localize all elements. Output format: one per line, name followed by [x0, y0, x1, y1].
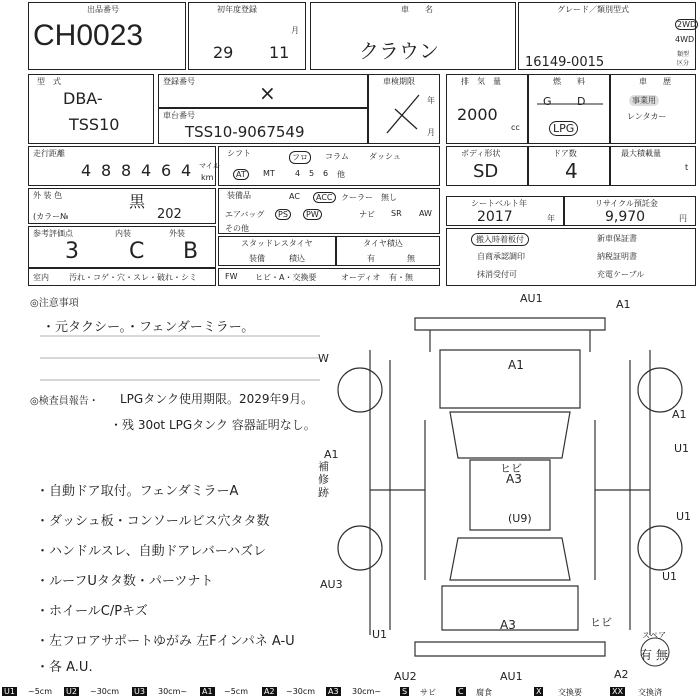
legend-desc: サビ — [420, 688, 436, 697]
fuel-box — [528, 74, 610, 144]
first-reg-label: 初年度登録 — [217, 5, 257, 14]
bullet-item: ・各 A.U. — [36, 660, 93, 675]
color-label: 外 装 色 — [33, 191, 63, 200]
mark-u1-rear: U1 — [676, 510, 692, 523]
bullet-item: ・ルーフUタタ数・パーツナト — [36, 574, 214, 589]
report-title: ◎検査員報告・ — [30, 396, 99, 407]
spare-value-none: 無 — [656, 648, 669, 662]
grade-class: 類型 区分 — [677, 51, 690, 67]
doc-item: 搬入時着板付 — [471, 233, 529, 246]
notes-title: ◎注意事項 — [30, 298, 79, 309]
shift-opt-5: 5 — [309, 169, 315, 178]
chassis-value: TSS10-9067549 — [185, 123, 305, 141]
shift-opt-other: 他 — [337, 170, 345, 179]
bullet-item: ・ハンドルスレ、自動ドアレバーハズレ — [36, 544, 267, 559]
usage-label: 車 歴 — [639, 77, 671, 86]
studless-equip: 装備 — [249, 254, 265, 263]
car-name-value: クラウン — [359, 39, 439, 63]
interior-codes-items: 汚れ・コゲ・穴・スレ・破れ・シミ — [69, 273, 197, 282]
legend-code: U3 — [134, 687, 145, 696]
ratings-box — [28, 226, 216, 268]
interior-codes-label: 室内 — [33, 273, 49, 282]
mark-au2: AU2 — [394, 670, 417, 683]
misc-fw: FW — [225, 272, 238, 281]
displacement-value: 2000 — [457, 105, 498, 124]
equip-aw: AW — [419, 209, 432, 218]
usage-box — [610, 74, 696, 144]
legend-desc: 腐食 — [476, 688, 492, 697]
mark-a3-roof: A3 — [506, 472, 522, 486]
doc-item: 充電ケーブル — [597, 270, 645, 279]
mark-a2: A2 — [614, 668, 629, 681]
first-reg-year: 29 — [213, 43, 234, 62]
lot-number: CH0023 — [33, 19, 144, 52]
body-type-label: ボディ形状 — [461, 149, 501, 158]
damage-legend — [0, 686, 700, 700]
legend-desc: 30cm~ — [158, 687, 188, 696]
color-value: 黒 — [129, 192, 146, 211]
exterior-value: B — [183, 239, 199, 264]
lot-box — [28, 2, 186, 70]
reg-no-label: 登録番号 — [163, 77, 195, 86]
capacity-box — [610, 146, 696, 186]
misc-row-box — [218, 268, 440, 286]
capacity-unit: t — [685, 163, 689, 172]
capacity-label: 最大積載量 — [621, 149, 661, 158]
car-name-box — [310, 2, 516, 70]
doors-label: ドア数 — [553, 149, 577, 158]
color-code: 202 — [157, 207, 182, 222]
interior-value: C — [129, 239, 145, 264]
report-line: LPGタンク使用期限。2029年9月。 — [120, 392, 314, 406]
fuel-label: 燃 料 — [553, 77, 585, 86]
shift-box — [218, 146, 440, 186]
equipment-label: 装備品 — [227, 191, 251, 200]
equip-cooler: クーラー — [341, 193, 373, 202]
mark-a1-hood: A1 — [508, 358, 524, 372]
docs-box — [446, 228, 696, 286]
legend-code: U1 — [4, 687, 15, 696]
equip-navi: ナビ — [359, 210, 375, 219]
spare-value: 有 — [640, 648, 653, 662]
car-name-label: 車 名 — [401, 5, 433, 14]
recycle-box — [564, 196, 696, 226]
misc-audio-items: 有・無 — [389, 273, 413, 282]
displacement-unit: cc — [511, 123, 520, 132]
equip-other: その他 — [225, 224, 249, 233]
inspection-month: 月 — [427, 128, 435, 137]
fuel-option-lpg: LPG — [549, 121, 578, 136]
misc-items: ヒビ・A・交換要 — [255, 273, 317, 282]
legend-desc: ~30cm — [90, 687, 120, 696]
spare-label: スペア — [642, 631, 666, 640]
inspection-cross-mark — [381, 89, 427, 139]
mark-repair-trace: 補修跡 — [318, 460, 329, 499]
studless-load: 積込 — [289, 254, 305, 263]
mark-au1-top: AU1 — [520, 292, 543, 305]
mileage-digit: 8 — [101, 161, 112, 180]
shift-label: シフト — [227, 149, 251, 158]
seatbelt-label: シートベルト年 — [471, 199, 527, 208]
mark-u1-wheel: U1 — [662, 570, 678, 583]
mark-hibi-lower: ヒビ — [590, 616, 612, 629]
mileage-digit: 4 — [81, 161, 92, 180]
reg-no-box — [158, 74, 368, 108]
doc-item: 自商承認調印 — [477, 252, 525, 261]
interior-codes-box — [28, 268, 216, 286]
equip-acc: ACC — [313, 192, 336, 203]
fuel-strike — [537, 101, 603, 107]
equip-ac: AC — [289, 192, 300, 201]
legend-desc: ~5cm — [224, 687, 248, 696]
legend-desc: ~5cm — [28, 687, 52, 696]
notes-line: ・元タクシー。・フェンダーミラー。 — [42, 320, 255, 335]
shift-opt-mt: MT — [263, 169, 275, 178]
body-type-value: SD — [473, 161, 499, 182]
mark-a1-right: A1 — [616, 298, 631, 311]
doc-item: 抹消受付可 — [477, 270, 517, 279]
bullet-item: ・左フロアサポートゆがみ 左Fインパネ A-U — [36, 634, 295, 649]
legend-desc: ~30cm — [286, 687, 316, 696]
mark-a3-trunk: A3 — [500, 618, 516, 632]
color-box — [28, 188, 216, 224]
fuel-option-d: D — [577, 95, 586, 108]
mileage-unit: km — [201, 173, 214, 182]
bullet-item: ・自動ドア取付。フェンダミラーA — [36, 484, 239, 499]
mark-a1-left: A1 — [324, 448, 339, 461]
tire-load-box — [336, 236, 440, 266]
legend-code: S — [402, 687, 408, 696]
legend-desc: 交換済 — [638, 688, 662, 697]
mark-u1-left: U1 — [372, 628, 388, 641]
mileage-digit: 6 — [161, 161, 172, 180]
shift-opt-dash: ダッシュ — [369, 152, 401, 161]
bullet-item: ・ホイールC/Pキズ — [36, 604, 148, 619]
studless-label: スタッドレスタイヤ — [241, 239, 313, 248]
doc-item: 新車保証書 — [597, 234, 637, 243]
score-label: 参考評価点 — [33, 229, 73, 238]
legend-code: X — [536, 687, 542, 696]
shift-opt-at: AT — [233, 169, 249, 180]
grade-label: グレード／類別型式 — [557, 5, 629, 14]
mark-u1-right: U1 — [674, 442, 690, 455]
grade-box — [518, 2, 696, 70]
shift-opt-column: コラム — [325, 152, 349, 161]
model-label: 型 式 — [37, 77, 61, 86]
bullet-item: ・ダッシュ板・コンソールビス穴タタ数 — [36, 514, 270, 529]
legend-code: XX — [612, 687, 623, 696]
seatbelt-value: 2017 — [477, 209, 513, 225]
equip-pw: PW — [303, 209, 322, 220]
exterior-label: 外装 — [169, 229, 185, 238]
misc-audio: オーディオ — [341, 273, 381, 282]
grade-value: 16149-0015 — [525, 55, 605, 70]
inspection-box — [368, 74, 440, 144]
equip-sr: SR — [391, 209, 402, 218]
seatbelt-box — [446, 196, 564, 226]
mileage-digit: 8 — [121, 161, 132, 180]
usage-business: 事業用 — [629, 95, 659, 106]
mark-a1-side: A1 — [672, 408, 687, 421]
inspection-label: 車検期限 — [383, 77, 415, 86]
interior-label: 内装 — [115, 229, 131, 238]
doors-value: 4 — [565, 159, 578, 183]
chassis-label: 車台番号 — [163, 111, 195, 120]
recycle-value: 9,970 — [605, 209, 646, 225]
mark-au3: AU3 — [320, 578, 343, 591]
tire-load-yes: 有 — [367, 254, 375, 263]
recycle-unit: 円 — [679, 214, 687, 223]
tire-load-label: タイヤ積込 — [363, 239, 403, 248]
shift-opt-6: 6 — [323, 169, 329, 178]
studless-box — [218, 236, 336, 266]
mark-w: W — [318, 352, 329, 365]
recycle-label: リサイクル預託金 — [595, 199, 658, 208]
score-value: 3 — [65, 239, 79, 264]
legend-code: A2 — [264, 687, 275, 696]
report-line: ・残 30ot LPGタンク 容器証明なし。 — [110, 418, 316, 432]
legend-code: U2 — [66, 687, 77, 696]
displacement-box — [446, 74, 528, 144]
equip-ps: PS — [275, 209, 291, 220]
legend-desc: 交換要 — [558, 688, 582, 697]
mileage-label: 走行距離 — [33, 149, 65, 158]
displacement-label: 排 気 量 — [461, 77, 501, 86]
model-line2: TSS10 — [69, 115, 120, 134]
usage-rental: レンタカー — [627, 112, 667, 121]
mark-hibi-upper: ヒビ — [500, 462, 522, 475]
first-reg-month: 11 — [269, 43, 290, 62]
mileage-digit: 4 — [181, 161, 192, 180]
color-code-label: (カラー№ — [33, 212, 69, 221]
equip-airbag: エアバッグ — [225, 210, 265, 219]
body-type-box — [446, 146, 528, 186]
doc-item: 納税証明書 — [597, 252, 637, 261]
chassis-box — [158, 108, 368, 144]
reg-no-value: × — [259, 81, 276, 105]
equipment-box — [218, 188, 440, 234]
seatbelt-unit: 年 — [547, 214, 555, 223]
legend-code: C — [458, 687, 464, 696]
model-line1: DBA- — [63, 89, 103, 108]
mileage-sub: マイル — [199, 162, 220, 170]
mark-au1-rear: AU1 — [500, 670, 523, 683]
model-box — [28, 74, 154, 144]
shift-opt-4: 4 — [295, 169, 301, 178]
legend-code: A3 — [328, 687, 339, 696]
doors-box — [528, 146, 610, 186]
lot-label: 出品番号 — [87, 5, 119, 14]
first-reg-month-unit: 月 — [291, 26, 299, 35]
legend-code: A1 — [202, 687, 213, 696]
fuel-option-g: G — [543, 95, 552, 108]
inspection-year: 年 — [427, 96, 435, 105]
mileage-box — [28, 146, 220, 186]
first-reg-box — [188, 2, 306, 70]
drive-2wd: 2WD — [677, 20, 697, 29]
mileage-digit: 4 — [141, 161, 152, 180]
legend-desc: 30cm~ — [352, 687, 382, 696]
mark-u9: (U9) — [508, 512, 532, 525]
drive-4wd: 4WD — [675, 35, 695, 44]
tire-load-no: 無 — [407, 254, 415, 263]
equip-none: 無し — [381, 193, 397, 202]
shift-opt-floor: フロ — [289, 151, 311, 164]
